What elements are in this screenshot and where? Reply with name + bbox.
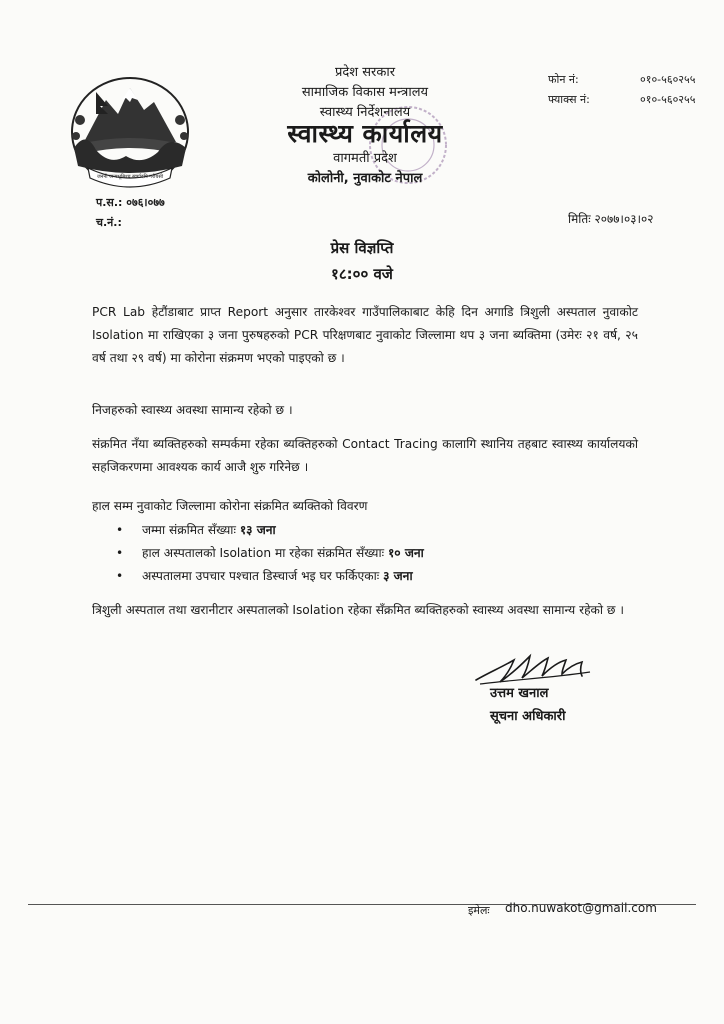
- office-name: स्वास्थ्य कार्यालय: [287, 119, 443, 148]
- total-cases-value: १३ जना: [239, 523, 276, 537]
- directorate-name: स्वास्थ्य निर्देशनालय: [319, 105, 411, 120]
- paragraph-isolation-status: त्रिशुली अस्पताल तथा खरानीटार अस्पतालको Isolation रहेका सँक्रमित ब्यक्तिहरुको स्वास्थ्य अवस्था सामान्य रहेको छ ।: [92, 603, 624, 617]
- ministry-name: सामाजिक विकास मन्त्रालय: [301, 85, 429, 100]
- document-title: प्रेस विज्ञप्ति: [330, 239, 394, 257]
- fax-label: फ्याक्स नं:: [548, 93, 590, 106]
- signatory-title: सूचना अधिकारी: [490, 709, 566, 724]
- province-name: वागमती प्रदेश: [333, 151, 397, 166]
- paragraph-health-status: निजहरुको स्वास्थ्य अवस्था सामान्य रहेको छ ।: [92, 403, 293, 417]
- document-date: मितिः २०७७।०३।०२: [568, 212, 654, 226]
- list-item: [114, 565, 424, 588]
- case-summary-list: [114, 519, 424, 588]
- email-label: इमेलः: [468, 904, 490, 917]
- isolation-cases-label: हाल अस्पतालको Isolation मा रहेका संक्रमित सँख्याः: [142, 546, 385, 560]
- isolation-cases-value: १० जना: [387, 546, 424, 560]
- bullet-icon: •: [116, 569, 124, 583]
- bullet-icon: •: [116, 523, 124, 537]
- phone-label: फोन नं:: [548, 73, 579, 86]
- paragraph-summary-heading: हाल सम्म नुवाकोट जिल्लामा कोरोना संक्रमित ब्यक्तिको विवरण: [92, 499, 368, 513]
- email-address[interactable]: dho.nuwakot@gmail.com: [505, 901, 657, 915]
- bullet-icon: •: [116, 546, 124, 560]
- signatory-name: उत्तम खनाल: [490, 686, 549, 701]
- phone-number: ०१०-५६०२५५: [640, 73, 696, 86]
- office-address: कोलोनी, नुवाकोट नेपाल: [307, 171, 423, 186]
- release-time: १८:०० वजे: [331, 265, 393, 283]
- discharged-value: ३ जना: [383, 569, 413, 583]
- list-item: [114, 519, 424, 542]
- govt-name: प्रदेश सरकार: [334, 65, 396, 80]
- discharged-label: अस्पतालमा उपचार पश्चात डिस्चार्ज भइ घर फर्किएकाः: [142, 569, 380, 583]
- nepal-emblem-icon: [66, 70, 194, 190]
- emblem-caption: जननी जन्मभूमिश्च स्वर्गादपि गरीयसी: [96, 174, 164, 180]
- reference-number: प.स.: ०७६।०७७: [96, 196, 165, 209]
- total-cases-label: जम्मा संक्रमित सँख्याः: [142, 523, 236, 537]
- list-item: [114, 542, 424, 565]
- paragraph-new-cases: PCR Lab हेटौंडाबाट प्राप्त Report अनुसार तारकेश्वर गाउँपालिकाबाट केहि दिन अगाडि त्रिशुली अस्पताल नुवाकोट Isolation मा राखिएका ३ जना पुरुषहरुको PCR परिक्षणबाट नुवाकोट जिल्लामा थप ३ जना ब्यक्तिमा (उमेरः २१ वर्ष, २५ वर्ष तथा २९ वर्ष) मा कोरोना संक्रमण भएको पाइएको छ ।: [92, 305, 638, 365]
- fax-number: ०१०-५६०२५५: [640, 93, 696, 106]
- dispatch-number: च.नं.:: [96, 216, 122, 229]
- paragraph-contact-tracing: संक्रमित नँया ब्यक्तिहरुको सम्पर्कमा रहेका ब्यक्तिहरुको Contact Tracing कालागि स्थानिय तहबाट स्वास्थ्य कार्यालयको सहजिकरणमा आवश्यक कार्य आजै शुरु गरिनेछ ।: [92, 437, 638, 474]
